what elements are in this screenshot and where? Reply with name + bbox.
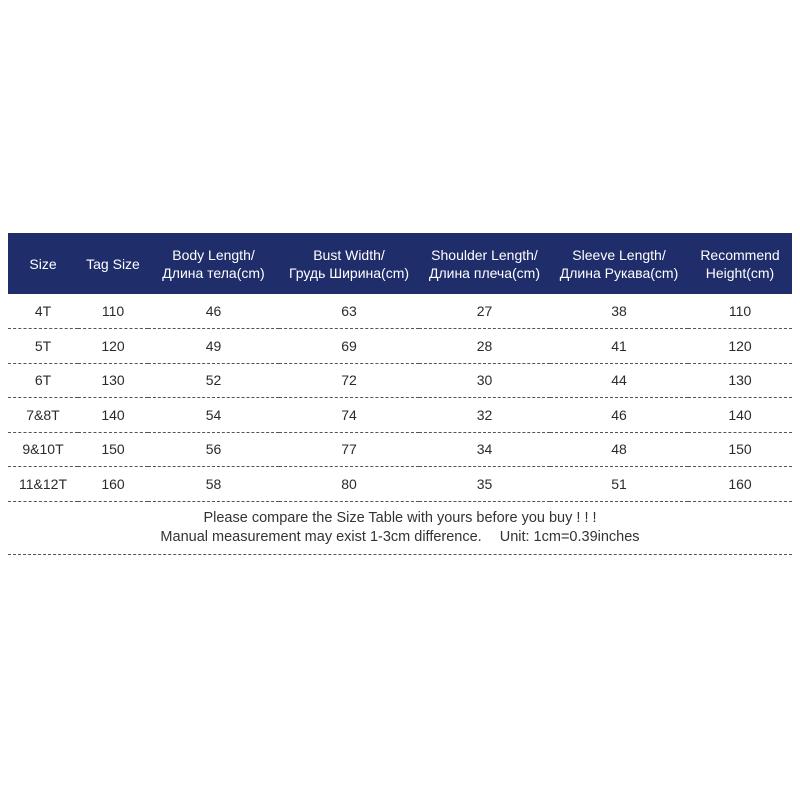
table-cell: 6T bbox=[8, 363, 78, 398]
table-cell: 54 bbox=[148, 398, 279, 433]
table-cell: 46 bbox=[148, 294, 279, 329]
table-row bbox=[8, 467, 792, 502]
table-cell: 63 bbox=[279, 294, 419, 329]
size-table bbox=[8, 233, 792, 502]
header-recommend-height: Recommend Height(cm) bbox=[700, 246, 780, 281]
table-cell: 48 bbox=[550, 432, 688, 467]
table-cell: 150 bbox=[688, 432, 792, 467]
table-cell: 28 bbox=[419, 329, 550, 364]
table-cell: 44 bbox=[550, 363, 688, 398]
table-cell: 140 bbox=[78, 398, 148, 433]
table-cell: 11&12T bbox=[8, 467, 78, 502]
table-cell: 160 bbox=[78, 467, 148, 502]
header-tag-size: Tag Size bbox=[86, 255, 140, 272]
table-cell: 130 bbox=[78, 363, 148, 398]
table-cell: 80 bbox=[279, 467, 419, 502]
table-cell: 46 bbox=[550, 398, 688, 433]
size-notes bbox=[8, 502, 792, 555]
table-cell: 130 bbox=[688, 363, 792, 398]
header-row bbox=[8, 233, 792, 294]
table-cell: 7&8T bbox=[8, 398, 78, 433]
table-cell: 150 bbox=[78, 432, 148, 467]
table-cell: 56 bbox=[148, 432, 279, 467]
table-cell: 30 bbox=[419, 363, 550, 398]
measurement-notice bbox=[8, 528, 792, 547]
table-cell: 77 bbox=[279, 432, 419, 467]
table-row bbox=[8, 432, 792, 467]
size-table-body bbox=[8, 294, 792, 501]
table-cell: 74 bbox=[279, 398, 419, 433]
table-row bbox=[8, 398, 792, 433]
table-cell: 110 bbox=[78, 294, 148, 329]
table-cell: 9&10T bbox=[8, 432, 78, 467]
table-cell: 52 bbox=[148, 363, 279, 398]
table-cell: 49 bbox=[148, 329, 279, 364]
size-chart bbox=[8, 233, 792, 555]
table-row bbox=[8, 363, 792, 398]
header-sleeve-length: Sleeve Length/ Длина Рукава(cm) bbox=[559, 246, 679, 281]
header-body-length: Body Length/ Длина тела(cm) bbox=[162, 246, 265, 281]
unit-note: Unit: 1cm=0.39inches bbox=[499, 528, 640, 545]
table-row bbox=[8, 329, 792, 364]
table-cell: 32 bbox=[419, 398, 550, 433]
table-cell: 4T bbox=[8, 294, 78, 329]
table-cell: 27 bbox=[419, 294, 550, 329]
table-cell: 120 bbox=[78, 329, 148, 364]
table-row bbox=[8, 294, 792, 329]
table-cell: 51 bbox=[550, 467, 688, 502]
table-cell: 110 bbox=[688, 294, 792, 329]
table-cell: 5T bbox=[8, 329, 78, 364]
compare-notice: Please compare the Size Table with yours before you buy ! ! ! bbox=[203, 509, 597, 526]
table-cell: 69 bbox=[279, 329, 419, 364]
table-cell: 34 bbox=[419, 432, 550, 467]
table-cell: 120 bbox=[688, 329, 792, 364]
table-cell: 72 bbox=[279, 363, 419, 398]
header-shoulder-length: Shoulder Length/ Длина плеча(cm) bbox=[428, 246, 540, 281]
difference-note: Manual measurement may exist 1-3cm difference. bbox=[160, 528, 482, 545]
table-cell: 58 bbox=[148, 467, 279, 502]
table-cell: 38 bbox=[550, 294, 688, 329]
table-cell: 160 bbox=[688, 467, 792, 502]
header-bust-width: Bust Width/ Грудь Ширина(cm) bbox=[288, 246, 410, 281]
header-size: Size bbox=[29, 255, 57, 272]
table-cell: 41 bbox=[550, 329, 688, 364]
table-cell: 140 bbox=[688, 398, 792, 433]
table-cell: 35 bbox=[419, 467, 550, 502]
